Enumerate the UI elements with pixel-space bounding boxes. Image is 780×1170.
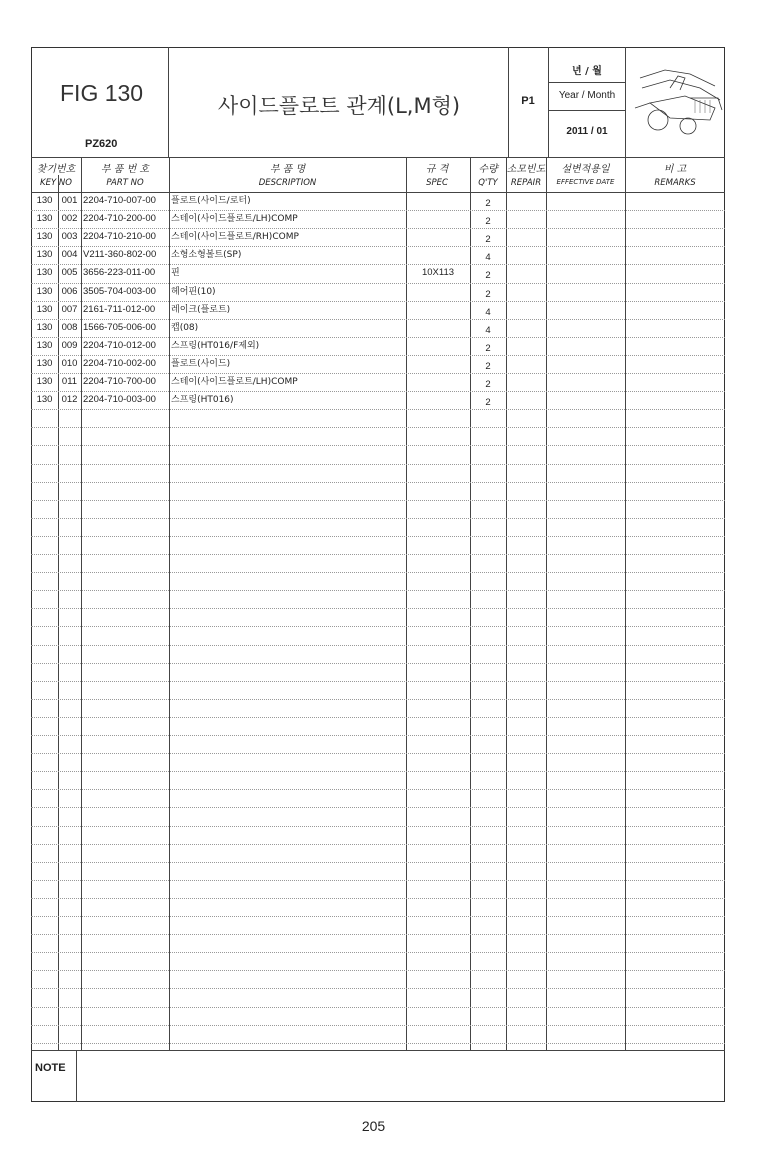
row-part: 2204-710-012-00: [83, 339, 156, 351]
row-fig: 130: [36, 285, 53, 297]
col-remarks-ko: 비 고: [663, 164, 687, 175]
note-label: NOTE: [35, 1062, 66, 1074]
col-part-ko: 부 품 번 호: [100, 164, 150, 175]
row-desc: 스테이(사이드플로트/LH)COMP: [171, 214, 298, 225]
col-key-en: KEY NO: [40, 178, 72, 188]
row-qty: 2: [485, 198, 491, 209]
row-key: 003: [61, 231, 78, 243]
row-key: 008: [61, 321, 78, 333]
row-desc: 핀: [171, 268, 180, 279]
year-month-label-ko: 년 / 월: [572, 66, 602, 77]
col-desc-en: DESCRIPTION: [258, 178, 317, 188]
col-effective-en: EFFECTIVE DATE: [556, 178, 615, 186]
row-key: 009: [61, 339, 78, 351]
row-fig: 130: [36, 339, 53, 351]
row-qty: 4: [485, 252, 491, 264]
row-key: 004: [61, 249, 78, 261]
row-key: 011: [61, 376, 78, 387]
row-desc: 플로트(사이드): [171, 358, 231, 369]
row-part: 2204-710-002-00: [83, 357, 156, 369]
row-fig: 130: [36, 376, 53, 387]
model-code: PZ620: [85, 138, 118, 150]
row-part: 1566-705-006-00: [83, 321, 156, 333]
row-key: 006: [61, 285, 78, 297]
row-part: 3656-223-011-00: [83, 267, 156, 279]
row-fig: 130: [36, 357, 53, 369]
row-key: 002: [61, 213, 78, 225]
row-fig: 130: [36, 267, 53, 279]
col-repair-ko: 소모빈도: [506, 164, 546, 175]
row-qty: 2: [485, 288, 491, 300]
effective-date: 2011 / 01: [566, 126, 608, 137]
row-part: 2204-710-003-00: [83, 394, 156, 406]
row-part: 2204-710-210-00: [83, 231, 156, 243]
row-spec: 10X113: [421, 267, 455, 279]
col-part-en: PART NO: [106, 178, 144, 188]
row-qty: 2: [485, 342, 491, 354]
row-desc: 플로트(사이드/로터): [171, 196, 251, 206]
col-spec-en: SPEC: [426, 178, 448, 188]
row-fig: 130: [36, 394, 53, 406]
col-qty-ko: 수량: [478, 164, 498, 175]
row-key: 010: [61, 357, 78, 369]
row-desc: 스프링(HT016): [171, 395, 234, 406]
row-desc: 스테이(사이드플로트/LH)COMP: [171, 377, 298, 387]
col-desc-ko: 부 품 명: [269, 164, 306, 175]
row-fig: 130: [36, 303, 53, 315]
page-number: 205: [361, 1118, 386, 1134]
row-key: 012: [61, 394, 78, 406]
row-qty: 2: [485, 379, 491, 390]
page-code: P1: [521, 95, 535, 107]
col-spec-ko: 규 격: [425, 164, 449, 175]
row-part: 2161-711-012-00: [83, 303, 156, 315]
row-part: 3505-704-003-00: [83, 285, 156, 297]
row-qty: 4: [485, 306, 491, 318]
rice-transplanter-illustration: [630, 58, 725, 143]
row-qty: 2: [485, 270, 491, 282]
year-month-label-en: Year / Month: [558, 90, 616, 101]
row-qty: 4: [485, 324, 491, 336]
row-key: 007: [61, 303, 78, 315]
row-desc: 스테이(사이드플로트/RH)COMP: [171, 232, 299, 243]
row-key: 005: [61, 267, 78, 279]
col-effective-ko: 설변적용일: [561, 164, 610, 175]
row-desc: 헤어핀(10): [171, 286, 216, 297]
row-fig: 130: [36, 213, 53, 225]
row-desc: 캡(08): [171, 322, 199, 333]
row-desc: 스프링(HT016/F제외): [171, 340, 260, 351]
row-part: V211-360-802-00: [83, 249, 157, 261]
figure-number: FIG 130: [60, 80, 144, 106]
row-fig: 130: [36, 231, 53, 243]
row-fig: 130: [36, 249, 53, 261]
row-desc: 소형소형볼트(SP): [171, 250, 242, 261]
col-remarks-en: REMARKS: [654, 178, 696, 188]
row-fig: 130: [36, 321, 53, 333]
row-fig: 130: [36, 195, 53, 206]
page-title: 사이드플로트 관계(L,M형): [217, 94, 461, 118]
col-qty-en: Q'TY: [478, 178, 498, 188]
row-part: 2204-710-700-00: [83, 376, 156, 387]
row-part: 2204-710-200-00: [83, 213, 156, 225]
col-key-ko: 찾기번호: [36, 164, 76, 175]
row-key: 001: [61, 195, 78, 206]
row-qty: 2: [485, 234, 491, 246]
row-qty: 2: [485, 397, 491, 409]
row-part: 2204-710-007-00: [83, 195, 156, 206]
row-desc: 레이크(플로트): [171, 304, 231, 315]
row-qty: 2: [485, 216, 491, 228]
col-repair-en: REPAIR: [510, 178, 542, 188]
row-qty: 2: [485, 360, 491, 372]
